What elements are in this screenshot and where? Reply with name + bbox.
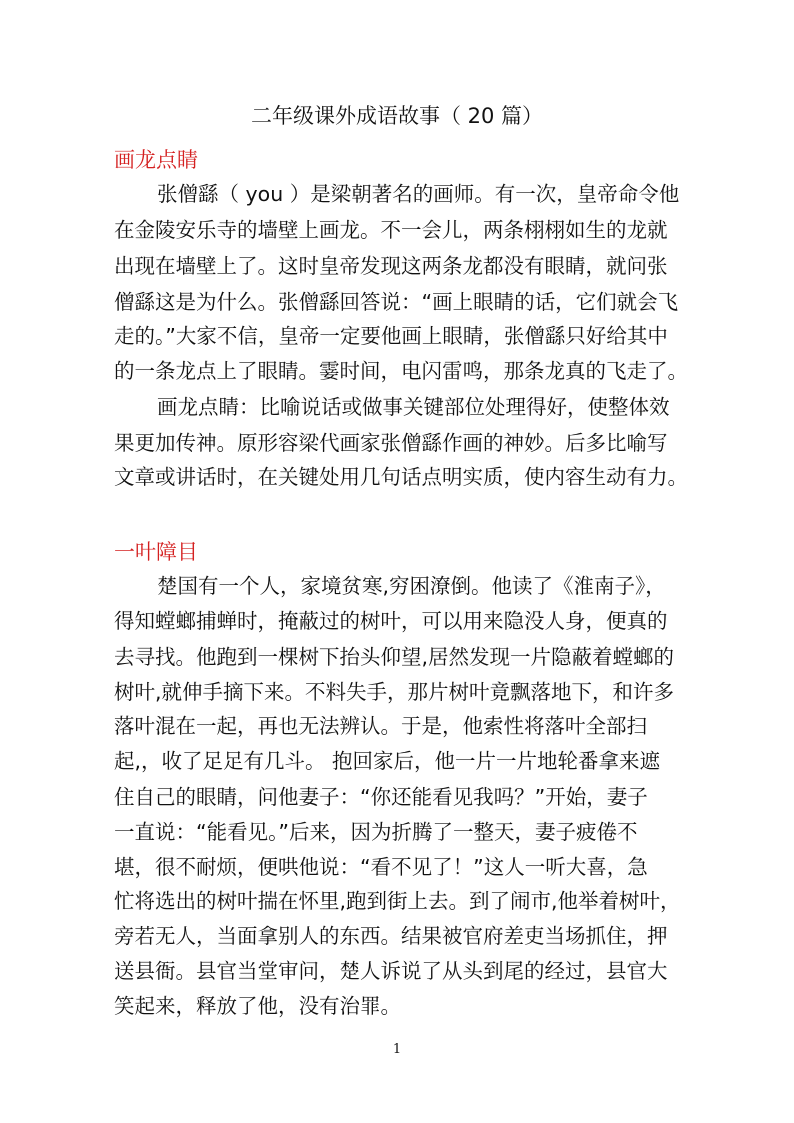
paragraph-line: 得知螳螂捕蝉时，掩蔽过的树叶，可以用来隐没人身，便真的 — [114, 609, 668, 633]
paragraph-line: 住自己的眼睛，问他妻子：“你还能看见我吗？”开始，妻子 — [114, 785, 648, 809]
paragraph-line: 送县衙。县官当堂审问，楚人诉说了从头到尾的经过，县官大 — [114, 959, 668, 983]
paragraph-line: 旁若无人，当面拿别人的东西。结果被官府差吏当场抓住，押 — [114, 924, 668, 948]
paragraph-line: 起,，收了足足有几斗。 抱回家后，他一片一片地轮番拿来遮 — [114, 749, 661, 773]
paragraph-line: 果更加传神。原形容梁代画家张僧繇作画的神妙。后多比喻写 — [114, 431, 668, 455]
paragraph-line: 忙将选出的树叶揣在怀里,跑到街上去。到了闹市,他举着树叶， — [114, 889, 681, 913]
paragraph-line: 文章或讲话时，在关键处用几句话点明实质，使内容生动有力。 — [114, 465, 688, 489]
paragraph-line: 楚国有一个人，家境贫寒,穷困潦倒。他读了《淮南子》， — [157, 574, 666, 598]
document-title: 二年级课外成语故事（ 20 篇） — [250, 104, 544, 128]
paragraph-line: 僧繇这是为什么。张僧繇回答说：“画上眼睛的话，它们就会飞 — [114, 290, 679, 314]
page-number: 1 — [392, 1042, 402, 1057]
paragraph-line: 堪，很不耐烦，便哄他说：“看不见了！”这人一听大喜，急 — [114, 855, 648, 879]
paragraph-line: 笑起来，释放了他，没有治罪。 — [114, 994, 401, 1018]
section-heading-hualong: 画龙点睛 — [114, 148, 198, 172]
paragraph-line: 树叶,就伸手摘下来。不料失手，那片树叶竟飘落地下，和许多 — [114, 680, 675, 704]
paragraph-line: 出现在墙壁上了。这时皇帝发现这两条龙都没有眼睛，就问张 — [114, 254, 668, 278]
paragraph-line: 落叶混在一起，再也无法辨认。于是，他索性将落叶全部扫 — [114, 714, 647, 738]
section-heading-yiye: 一叶障目 — [114, 540, 198, 564]
paragraph-line: 在金陵安乐寺的墙壁上画龙。不一会儿，两条栩栩如生的龙就 — [114, 218, 668, 242]
paragraph-line: 的一条龙点上了眼睛。霎时间，电闪雷鸣，那条龙真的飞走了。 — [114, 359, 688, 383]
paragraph-line: 去寻找。他跑到一棵树下抬头仰望,居然发现一片隐蔽着螳螂的 — [114, 645, 675, 669]
paragraph-line: 一直说：“能看见。”后来，因为折腾了一整天，妻子疲倦不 — [114, 820, 638, 844]
paragraph-line: 张僧繇（ you ）是梁朝著名的画师。有一次，皇帝命令他 — [157, 182, 680, 206]
paragraph-line: 走的。”大家不信，皇帝一定要他画上眼睛，张僧繇只好给其中 — [114, 324, 668, 348]
paragraph-line: 画龙点睛：比喻说话或做事关键部位处理得好，使整体效 — [157, 395, 670, 419]
